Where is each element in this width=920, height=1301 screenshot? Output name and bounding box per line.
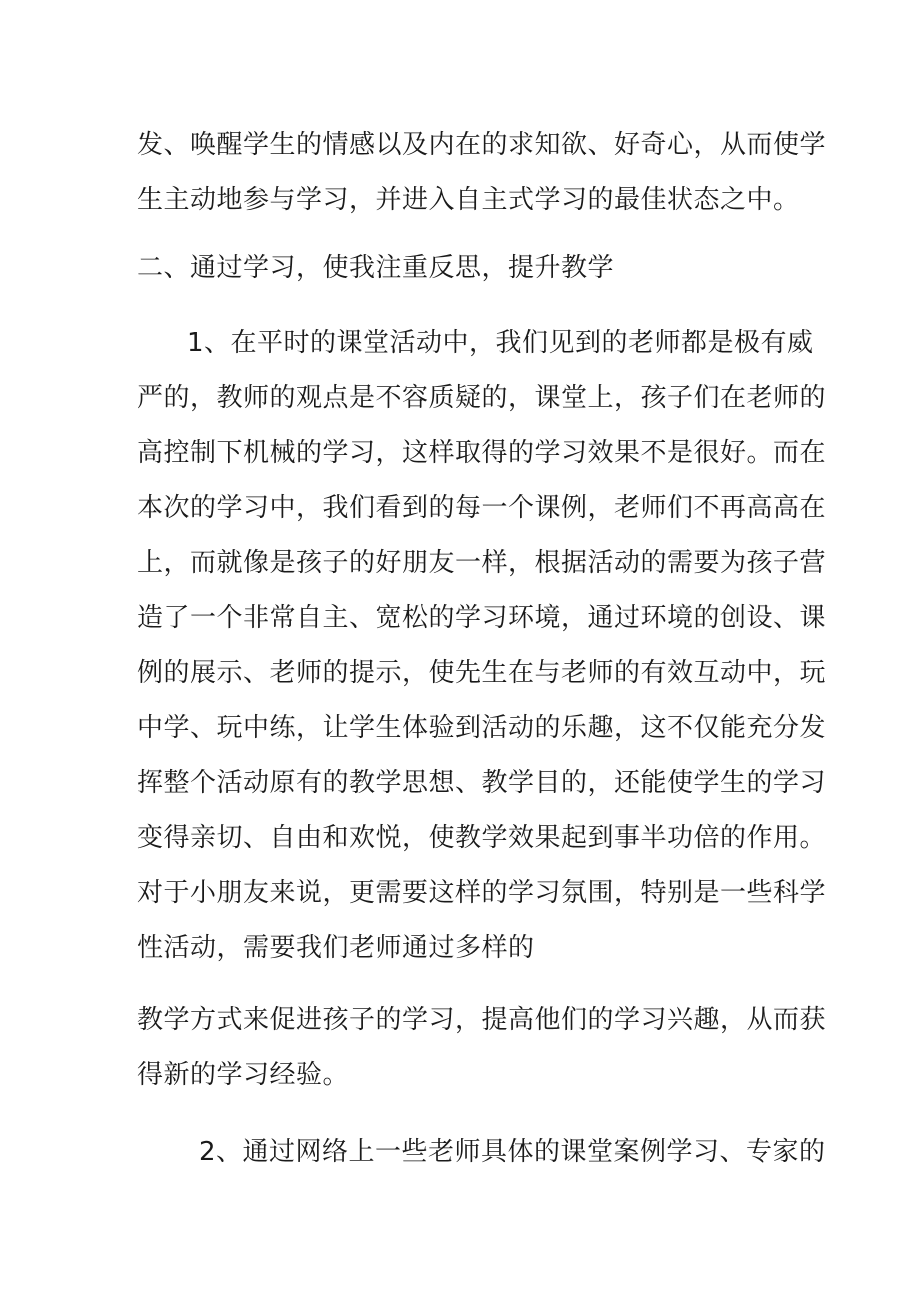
paragraph-line: 2、通过网络上一些老师具体的课堂案例学习、专家的 bbox=[199, 1137, 826, 1167]
paragraph-line: 高控制下机械的学习，这样取得的学习效果不是很好。而在 bbox=[137, 438, 827, 468]
paragraph-line: 挥整个活动原有的教学思想、教学目的，还能使学生的学习 bbox=[137, 768, 827, 798]
section-heading: 二、通过学习，使我注重反思，提升教学 bbox=[137, 253, 615, 283]
paragraph-line: 教学方式来促进孩子的学习，提高他们的学习兴趣，从而获 bbox=[137, 1005, 827, 1035]
paragraph-line: 生主动地参与学习，并进入自主式学习的最佳状态之中。 bbox=[137, 185, 800, 215]
paragraph-line: 发、唤醒学生的情感以及内在的求知欲、好奇心，从而使学 bbox=[137, 130, 827, 160]
paragraph-line: 上，而就像是孩子的好朋友一样，根据活动的需要为孩子营 bbox=[137, 548, 827, 578]
paragraph-line: 例的展示、老师的提示，使先生在与老师的有效互动中，玩 bbox=[137, 658, 827, 688]
paragraph-line: 对于小朋友来说，更需要这样的学习氛围，特别是一些科学 bbox=[137, 878, 827, 908]
paragraph-line: 得新的学习经验。 bbox=[137, 1060, 350, 1090]
paragraph-line: 1、在平时的课堂活动中，我们见到的老师都是极有威 bbox=[187, 328, 814, 358]
paragraph-line: 性活动，需要我们老师通过多样的 bbox=[137, 933, 535, 963]
paragraph-line: 造了一个非常自主、宽松的学习环境，通过环境的创设、课 bbox=[137, 603, 827, 633]
paragraph-line: 变得亲切、自由和欢悦，使教学效果起到事半功倍的作用。 bbox=[137, 823, 827, 853]
paragraph-line: 严的，教师的观点是不容质疑的，课堂上，孩子们在老师的 bbox=[137, 383, 827, 413]
paragraph-line: 本次的学习中，我们看到的每一个课例，老师们不再高高在 bbox=[137, 493, 827, 523]
paragraph-line: 中学、玩中练，让学生体验到活动的乐趣，这不仅能充分发 bbox=[137, 713, 827, 743]
